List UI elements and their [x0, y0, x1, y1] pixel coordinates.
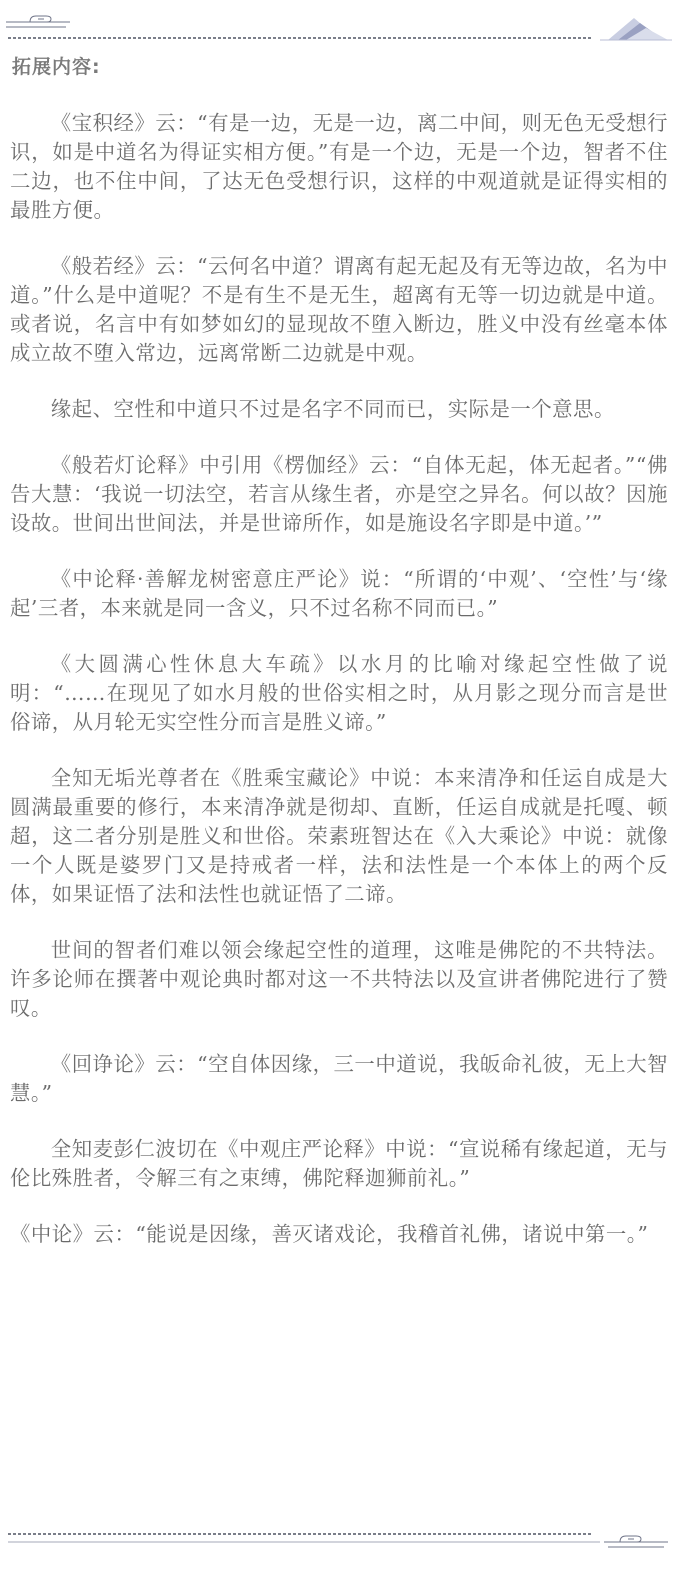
- paragraph-prajna-sutra: 《般若经》云：“云何名中道？谓离有起无起及有无等边故，名为中道。”什么是中道呢？不是有生不是无生，超离有无等一切边就是中道。或者说，名言中有如梦如幻的显现故不堕入断边，胜义中没有丝毫本体成立故不堕入常边，远离常断二边就是中观。: [10, 254, 668, 365]
- paragraph-buddha-praise: 世间的智者们难以领会缘起空性的道理，这唯是佛陀的不共特法。许多论师在撰著中观论典时都对这一不共特法以及宣讲者佛陀进行了赞叹。: [10, 938, 668, 1020]
- paragraph-dependent-origination: 缘起、空性和中道只不过是名字不同而已，实际是一个意思。: [50, 397, 615, 421]
- paragraph-madhyamaka-commentary: 《中论释·善解龙树密意庄严论》说：“所谓的‘中观’、‘空性’与‘缘起’三者，本来就是同一含义，只不过名称不同而已。”: [10, 567, 668, 620]
- paragraph-prajna-lamp: 《般若灯论释》中引用《楞伽经》云：“自体无起，体无起者。”“佛告大慧：‘我说一切法空，若言从缘生者，亦是空之异名。何以故？因施设故。世间出世间法，并是世谛所作，如是施设名字即是中道。’”: [10, 453, 668, 535]
- top-decorative-border: [0, 0, 676, 48]
- paragraph-longchenpa: 全知无垢光尊者在《胜乘宝藏论》中说：本来清净和任运自成是大圆满最重要的修行，本来清净就是彻却、直断，任运自成就是托嘎、顿超，这二者分别是胜义和世俗。荣素班智达在《入大乘论》中说：就像一个人既是婆罗门又是持戒者一样，法和法性是一个本体上的两个反体，如果证悟了法和法性也就证悟了二谛。: [10, 766, 668, 906]
- paragraph-mipham: 全知麦彭仁波切在《中观庄严论释》中说：“宣说稀有缘起道，无与伦比殊胜者，令解三有之束缚，佛陀释迦狮前礼。”: [10, 1137, 668, 1190]
- article-body: [10, 109, 668, 1276]
- paragraph-great-perfection: 《大圆满心性休息大车疏》以水月的比喻对缘起空性做了说明：“……在现见了如水月般的世俗实相之时，从月影之现分而言是世俗谛，从月轮无实空性分而言是胜义谛。”: [10, 652, 668, 734]
- bottom-decorative-border: [0, 1528, 676, 1572]
- paragraph-baoji-sutra: 《宝积经》云：“有是一边，无是一边，离二中间，则无色无受想行识，如是中道名为得证实相方便。”有是一个边，无是一个边，智者不住二边，也不住中间，了达无色受想行识，这样的中观道就是证得实相的最胜方便。: [10, 111, 668, 222]
- section-heading: 拓展内容:: [12, 56, 101, 78]
- scroll-cloud-ornament-icon: [604, 1536, 668, 1547]
- paragraph-mulamadhyamaka: 《中论》云：“能说是因缘，善灭诸戏论，我稽首礼佛，诸说中第一。”: [10, 1222, 649, 1246]
- paragraph-vigrahavyavartani: 《回诤论》云：“空自体因缘，三一中道说，我皈命礼彼，无上大智慧。”: [10, 1052, 668, 1105]
- scroll-cloud-ornament-icon: [6, 16, 70, 27]
- mountain-ornament-icon: [600, 18, 672, 40]
